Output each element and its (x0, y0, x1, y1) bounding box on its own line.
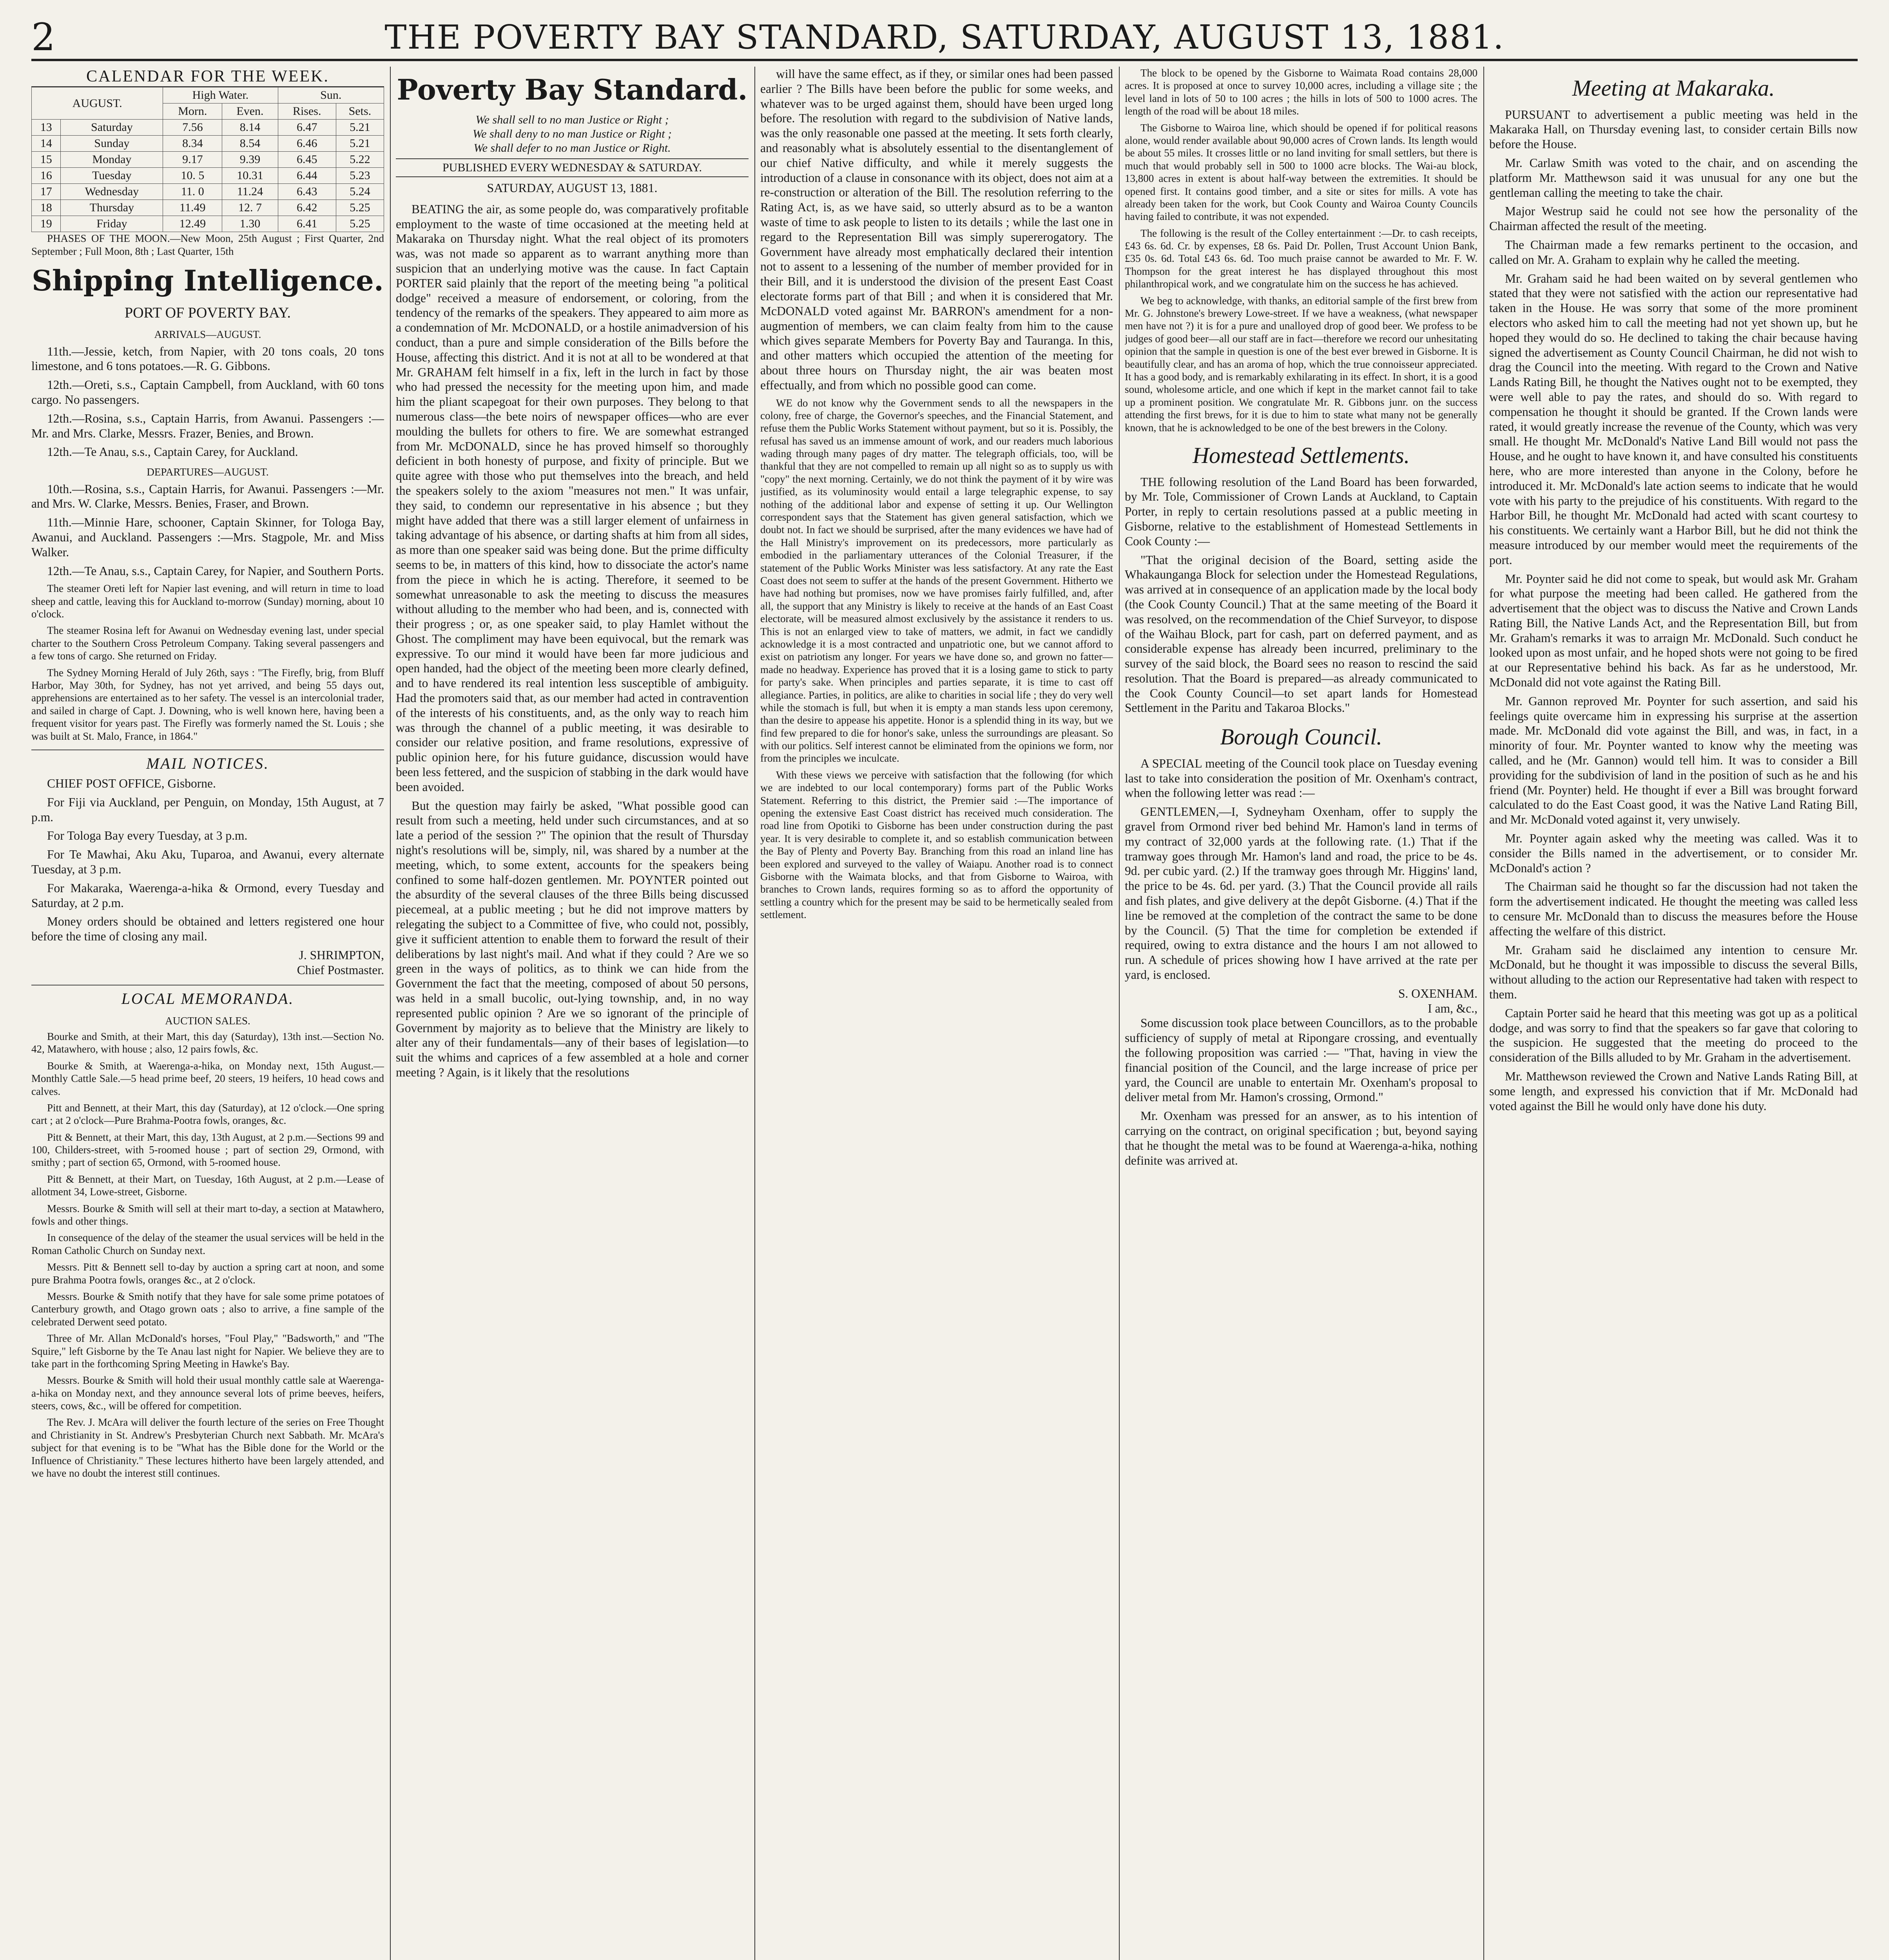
editorial-paragraph: WE do not know why the Government sends to all the newspapers in the colony, free of charge, the Governor's speeches, and the Financial Statement, and refuse them the Public Works Statement without payment, but so it is. Possibly, the refusal has saved us an immense amount of work, and our readers much laborious wading through many pages of dry matter. The telegraph officials, too, will be thankful that they are not compelled to remain up all night so as to supply us with "copy" the next morning. Certainly, we do not think the payment of it by wire was justified, as its voluminosity would entail a large telegraphic expense, to say nothing of the additional labor and expense of setting it up. Our Wellington correspondent says that the Statement has given general satisfaction, which we doubt not. In fact we should be surprised, after the many evidences we have had of the Hall Ministry's improvement on its predecessors, more particularly as embodied in the parliamentary utterances of the Colonial Treasurer, if the statement of the Public Works Minister was less satisfactory. At any rate the East Coast does not seem to suffer at the hands of the present Government. Hitherto we have had nothing but promises, now we have promises fairly fulfilled, and, after all, the support that any Ministry is likely to receive at the hands of an East Coast electorate, will be measured almost exclusively by the assistance it renders to us. This is not an enlarged view to take of matters, we admit, in fact we candidly acknowledge it is a most contracted and unpatriotic one, but we cannot afford to exist on patriotism any longer. For years we have done so, and grown no fatter—made no headway. Experience has proved that it is a losing game to stick to party for party's sake. When principles and parties separate, it is time to cast off allegiance. Parties, in politics, are alike to charities in social life ; they do very well while the stomach is full, but when it is empty a man stands less upon ceremony, than the desire to appease his appetite. Honor is a splendid thing in its way, but we find few prepared to die for honor's sake, unless the surroundings are pleasant. So with our politics. Self interest cannot be eliminated from the opinions we form, nor from the principles we inculcate. (760, 397, 1113, 764)
mail-item: For Tologa Bay every Tuesday, at 3 p.m. (47, 829, 248, 843)
makaraka-paragraph: Mr. Poynter again asked why the meeting was called. Was it to consider the Bills named in the advertisement, or to consider Mr. McDonald's action ? (1489, 831, 1858, 875)
column-2 (396, 67, 749, 1960)
borough-letter-signoff: S. OXENHAM. (1398, 986, 1477, 1000)
calendar-cell: Tuesday (61, 168, 163, 184)
editorial-paragraph: BEATING the air, as some people do, was comparatively profitable employment to the waste of time occasioned at the meeting held at Makaraka on Thursday night. What the real object of its promoters was, was not made so apparent as to warrant anything more than suspicion that an underlying motive was the cause. In fact Captain PORTER said plainly that the report of the meeting being "a political dodge" received a measure of endorsement, or coloring, from the tendency of the remarks of the speakers. They appeared to aim more as a condemnation of Mr. McDONALD, or a hostile animadversion of his conduct, than a pure and simple consideration of the Bills before the House, affecting this district. And it is not at all to be wondered at that Mr. GRAHAM felt himself in a fix, left in the lurch in fact by those who had pressed the necessity for the meeting upon him, and made him the pliant scapegoat for their own purposes. They belong to that numerous class—the bete noirs of newspaper offices—who are ever moulding the bullets for others to fire. We are somewhat estranged from Mr. McDONALD, since he has proved himself so thoroughly deficient in both honesty of purpose, and fixity of principle. But we quite agree with those who put themselves into the breach, and held the speakers solely to the axiom "measures not men." It was unfair, they said, to condemn our representative in his absence ; but they might have added that there was a still larger element of unfairness in taking advantage of his absence, or darting shafts at him from all sides, as more than one speaker said was being done. But the prime difficulty seems to be, in matters of this kind, how to dissociate the actor's name from the piece in which he is acting. Therefore, it seemed to be somewhat unreasonable to ask the meeting to discuss the measures without alluding to the member who had been, and is, connected with their progress ; or, as one speaker said, to play Hamlet without the Ghost. The compliment may have been equivocal, but the remark was expressive. To our mind it would have been far more judicious and open handed, had the object of the meeting been more clearly defined, and to have rendered its real intention less susceptible of ambiguity. Had the promoters said that, as our member had acted in contravention of the interests of his constituents, and, as the only way to reach him was through the channel of a public meeting, it was desirable to consider our relative position, and frame resolutions, expressive of public opinion here, for his future guidance, discussion would have been less fettered, and the suspicion of stabbing in the dark would have been avoided. (396, 202, 749, 794)
mail-office: CHIEF POST OFFICE, Gisborne. (47, 776, 216, 790)
homestead-heading: Homestead Settlements. (1192, 442, 1410, 468)
column-1 (31, 67, 384, 1960)
calendar-cell: 9.39 (222, 152, 278, 168)
calendar-cell: 11.49 (163, 200, 222, 216)
arrival-item: 12th.—Rosina, s.s., Captain Harris, from Awanui. Passengers :—Mr. and Mrs. Clarke, Messrs. Frazer, Benies, and Brown. (31, 411, 384, 440)
makaraka-paragraph: Mr. Gannon reproved Mr. Poynter for such assertion, and said his feelings quite overcame him in expressing his surprise at the assertion made. Mr. McDonald did vote against the Bill, and was, in fact, in a minority of four. Mr. Poynter wanted to know why the meeting was called, and he (Mr. Gannon) would tell him. It was to consider a Bill providing for the subdivision of land in the position of such as he and his friend (Mr. Poynter) held. He thought if ever a Bill was brought forward calculated to do the East Coast good, it was the Native Land Rating Bill, and Mr. McDonald voted against it, very unwisely. (1489, 694, 1858, 827)
arrivals-heading: ARRIVALS—AUGUST. (154, 328, 261, 341)
calendar-cell: Sunday (61, 136, 163, 152)
calendar-cell: Thursday (61, 200, 163, 216)
makaraka-paragraph: Mr. Graham said he had been waited on by several gentlemen who stated that they were not satisfied with the action our representative had taken in the House. He was sorry that some of the more prominent electors who asked him to call the meeting had not yet shown up, but he hoped they would do so. He declined to taking the chair because having signed the advertisement as County Council Chairman, he did not wish to drag the Council into the meeting. With regard to the Crown and Native Lands Rating Bill, he thought the Natives ought not to be exempted, they were well able to pay the rates, and should do so. With regard to compensation he thought it should be granted. If the Crown lands were rated, it would greatly increase the revenue of the County, which was very small. He thought Mr. McDonald's Native Land Bill would not pass the House, and he ought to have known it, and have consulted his constituents here, who are more interested than anyone in the Colony, before he introduced it. Mr. McDonald's late action seems to indicate that he would vote with his party to the prejudice of his constituents. With regard to the Harbor Bill, he thought Mr. McDonald had acted with scant courtesy to his constituents. We certainly want a Harbor Bill, but he did not think the measure introduced by our member would meet the requirements of the port. (1489, 271, 1858, 567)
mail-item: For Te Mawhai, Aku Aku, Tuparoa, and Awanui, every alternate Tuesday, at 3 p.m. (31, 848, 384, 876)
calendar-table (31, 87, 384, 232)
memoranda-item: In consequence of the delay of the steamer the usual services will be held in the Roman Catholic Church on Sunday next. (31, 1232, 384, 1256)
masthead (31, 16, 1858, 61)
calendar-cell: 12.49 (163, 216, 222, 232)
calendar-cell: 8.14 (222, 120, 278, 136)
calendar-cell: 18 (32, 200, 61, 216)
mail-heading: MAIL NOTICES. (31, 750, 384, 773)
calendar-cell: 19 (32, 216, 61, 232)
calendar-cell: 6.42 (278, 200, 336, 216)
borough-paragraph: Mr. Oxenham was pressed for an answer, as to his intention of carrying on the contract, on original specification ; but, beyond saying that he thought the metal was to be found at Waerenga-a-hika, nothing definite was arrived at. (1125, 1109, 1477, 1167)
calendar-cell: 8.54 (222, 136, 278, 152)
calendar-cell: 5.25 (336, 200, 384, 216)
memoranda-item: Pitt & Bennett, at their Mart, on Tuesday, 16th August, at 2 p.m.—Lease of allotment 34, Lowe-street, Gisborne. (31, 1173, 384, 1198)
arrivals-list (31, 344, 384, 460)
calendar-head-month: AUGUST. (32, 87, 163, 120)
motto-line: We shall deny to no man Justice or Right ; (473, 127, 672, 141)
local-note: The following is the result of the Colley entertainment :—Dr. to cash receipts, £43 6s. 6d. Cr. by expenses, £8 6s. Paid Dr. Pollen, Trust Account Union Bank, £35 0s. 6d. Total £43 6s. 6d. Too much praise cannot be awarded to Mr. F. W. Thompson for the great interest he has displayed throughout this most philanthropical work, and we congratulate him on the success he has achieved. (1125, 227, 1477, 290)
editorial-paragraph: will have the same effect, as if they, or similar ones had been passed earlier ? The Bills have been before the public for some weeks, and whatever was to be urged against them, should have been urged long before. The resolution with regard to the subdivision of Native lands, was the only reasonable one passed at the meeting. It sets forth clearly, and reasonably what is absolutely essential to the disentanglement of our chief Native difficulty, and while it merely suggests the introduction of a clause in consonance with its object, does not aim at a re-construction or alteration of the Bill. The resolution referring to the Rating Act, is, as we have said, so utterly absurd as to be a wanton waste of time to ask people to listen to its details ; while the last one in regard to the Representation Bill was simply supererogatory. The Government have already most emphatically declared their intention not to assent to a lessening of the number of member provided for in their Bill, and it is understood the division of the present East Coast electorate forms part of that Bill ; and when it is considered that Mr. McDONALD voted against Mr. BARRON's amendment for a non-augmention of members, we can claim fealty from him to the cause which gives separate Members for Poverty Bay and Tauranga. In this, and other matters which occupied the attention of the meeting for about three hours on Thursday night, the air was beaten most effectually, and from which no possible good can come. (760, 67, 1113, 392)
calendar-cell: 6.44 (278, 168, 336, 184)
makaraka-heading: Meeting at Makaraka. (1572, 75, 1775, 101)
memoranda-item: Messrs. Bourke & Smith will hold their usual monthly cattle sale at Waerenga-a-hika on Monday next, and they announce several lots of prime beeves, heifers, steers, cows, &c., will be offered for competition. (31, 1374, 384, 1412)
calendar-cell: Wednesday (61, 184, 163, 200)
memoranda-heading: LOCAL MEMORANDA. (31, 985, 384, 1008)
borough-heading: Borough Council. (1220, 724, 1382, 750)
departure-item: 11th.—Minnie Hare, schooner, Captain Skinner, for Tologa Bay, Awanui, and Auckland. Passengers :—Mrs. Stagpole, Mr. and Miss Walker. (31, 515, 384, 559)
calendar-cell: 8.34 (163, 136, 222, 152)
memoranda-item: Pitt and Bennett, at their Mart, this day (Saturday), at 12 o'clock.—One spring cart ; at 2 o'clock—Pure Brahma-Pootra fowls, oranges, &c. (31, 1102, 384, 1127)
memoranda-item: Messrs. Bourke & Smith notify that they have for sale some prime potatoes of Canterbury growth, and Otago grown oats ; also to arrive, a fine sample of the celebrated Derwent seed potato. (31, 1290, 384, 1328)
calendar-cell: 17 (32, 184, 61, 200)
calendar-head-morn: Morn. (163, 103, 222, 120)
shipping-note: The steamer Oreti left for Napier last evening, and will return in time to load sheep and cattle, leaving this for Auckland to-morrow (Sunday) morning, about 10 o'clock. (31, 583, 384, 620)
memoranda-item: Messrs. Bourke & Smith will sell at their mart to-day, a section at Matawhero, fowls and other things. (31, 1202, 384, 1227)
calendar-head-even: Even. (222, 103, 278, 120)
shipping-note: The Sydney Morning Herald of July 26th, says : "The Firefly, brig, from Bluff Harbor, May 30th, for Sydney, has not yet arrived, and being 55 days out, apprehensions are entertained as to her safety. The vessel is an intercolonial trader, and sailed in charge of Capt. J. Downing, who is well known here, having been a frequent visitor for years past. The Firefly was formerly named the St. Louis ; she was built at St. Malo, France, in 1864." (31, 666, 384, 742)
calendar-cell: Monday (61, 152, 163, 168)
makaraka-paragraph: Mr. Matthewson reviewed the Crown and Native Lands Rating Bill, at some length, and expressed his conviction that if Mr. McDonald had voted against the Bill he would only have done his duty. (1489, 1069, 1858, 1113)
arrival-item: 11th.—Jessie, ketch, from Napier, with 20 tons coals, 20 tons limestone, and 6 tons potatoes.—R. G. Gibbons. (31, 344, 384, 373)
borough-letter-signoff: I am, &c., (1428, 1001, 1477, 1015)
column-rule (1483, 67, 1484, 1960)
calendar-cell: 6.43 (278, 184, 336, 200)
makaraka-text (1489, 107, 1858, 1114)
departure-item: 12th.—Te Anau, s.s., Captain Carey, for Napier, and Southern Ports. (47, 564, 384, 578)
memoranda-item: Bourke and Smith, at their Mart, this day (Saturday), 13th inst.—Section No. 42, Matawhero, with house ; also, 12 pairs fowls, &c. (31, 1030, 384, 1055)
calendar-row (32, 120, 384, 136)
mail-signature-title: Chief Postmaster. (297, 963, 384, 977)
calendar-cell: 15 (32, 152, 61, 168)
column-rule (1119, 67, 1120, 1960)
calendar-cell: 5.21 (336, 120, 384, 136)
borough-paragraph: A SPECIAL meeting of the Council took place on Tuesday evening last to take into consideration the position of Mr. Oxenham's contract, when the following letter was read :— (1125, 756, 1477, 800)
departures-heading: DEPARTURES—AUGUST. (147, 466, 269, 478)
memoranda-item: Bourke & Smith, at Waerenga-a-hika, on Monday next, 15th August.—Monthly Cattle Sale.—5 head prime beef, 20 steers, 19 heifers, 10 head cows and calves. (31, 1060, 384, 1097)
memoranda-list (31, 1030, 384, 1480)
local-note: The Gisborne to Wairoa line, which should be opened if for political reasons alone, would render available about 90,000 acres of Crown lands. Its length would be about 55 miles. It crosses little or no land inviting for small settlers, but there is much that would probably sell in 500 to 1000 acre blocks. The Wai-au block, 13,800 acres in extent is about half-way between the extremities. It should be opened first. It contains good timber, and a site or sites for mills. A vote has already been taken for the work, but Cook County and Wairoa County Councils having failed to contribute, it was not expended. (1125, 122, 1477, 223)
column-rule (390, 67, 391, 1960)
calendar-head-water: High Water. (163, 87, 278, 103)
shipping-notes (31, 582, 384, 742)
calendar-cell: 9.17 (163, 152, 222, 168)
makaraka-paragraph: Major Westrup said he could not see how the personality of the Chairman affected the result of the meeting. (1489, 204, 1858, 233)
nameplate: Poverty Bay Standard. (397, 73, 748, 106)
column-rule (754, 67, 755, 1960)
mail-item: For Makaraka, Waerenga-a-hika & Ormond, every Tuesday and Saturday, at 2 p.m. (31, 881, 384, 910)
local-note: We beg to acknowledge, with thanks, an editorial sample of the first brew from Mr. G. Johnstone's brewery Lowe-street. If we have a weakness, (what newspaper men have not ?) it is for a pure and unalloyed drop of good beer. We profess to be judges of good beer—all our staff are in fact—therefore we record our unhesitating opinion that the sample in question is one of the best ever brewed in Gisborne. It is beautifully clear, and has an aroma of hop, which the true connoisseur appreciated. It has a good body, and is remarkably exhilarating in its effect. In short, it is a good sound, wholesome article, and one which if kept in the market cannot fail to take up a prominent position. We congratulate Mr. R. Gibbons junr. on the success attending the first brews, for it is due to him to state what many not be generally known, that he is acknowledged to be one of the best brewers in the Colony. (1125, 294, 1477, 434)
calendar-row (32, 200, 384, 216)
calendar-cell: 10. 5 (163, 168, 222, 184)
calendar-cell: 16 (32, 168, 61, 184)
borough-paragraph: Some discussion took place between Councillors, as to the probable sufficiency of supply of metal at Ripongare crossing, and eventually the following proposition was carried :— "That, having in view the financial position of the Council, and the large increase of price per yard, the Council are unable to entertain Mr. Oxenham's proposal to deliver metal from Mr. Hamon's crossing, Ormond." (1125, 1016, 1477, 1104)
calendar-row (32, 168, 384, 184)
calendar-cell: 5.25 (336, 216, 384, 232)
editorial-continued (760, 67, 1113, 921)
memoranda-item: Messrs. Pitt & Bennett sell to-day by auction a spring cart at noon, and some pure Brahma Pootra fowls, oranges &c., at 2 o'clock. (31, 1261, 384, 1286)
calendar-row (32, 184, 384, 200)
memoranda-item: Three of Mr. Allan McDonald's horses, "Foul Play," "Badsworth," and "The Squire," left Gisborne by the Te Anau last night for Napier. We believe they are to take part in the forthcoming Spring Meeting in Hawke's Bay. (31, 1332, 384, 1370)
makaraka-paragraph: Mr. Poynter said he did not come to speak, but would ask Mr. Graham for what purpose the meeting had been called. He gathered from the advertisement that the object was to discuss the Native and Crown Lands Rating Bill, the Native Lands Act, and the Representation Bill, but from Mr. Graham's remarks it was to arraign Mr. McDonald. Such conduct he looked upon as most unfair, and he hoped shots were not going to be fired at our Representative behind his back. As far as he understood, Mr. McDonald did not vote against the Rating Bill. (1489, 572, 1858, 690)
calendar-title: CALENDAR FOR THE WEEK. (31, 67, 384, 87)
calendar-row (32, 216, 384, 232)
calendar-cell: Friday (61, 216, 163, 232)
mail-item: Money orders should be obtained and letters registered one hour before the time of closing any mail. (31, 915, 384, 944)
editorial-paragraph: But the question may fairly be asked, "What possible good can result from such a meeting, held under such circumstances, and at so late a period of the session ?" The opinion that the result of Thursday night's resolutions will be, simply, nil, was shared by a number at the meeting, which, to some extent, accounts for the speakers being confined to some half-dozen gentlemen. Mr. POYNTER pointed out the absurdity of the several clauses of the three Bills being discussed piecemeal, at a public meeting ; but he did not improve matters by relegating the subject to a Committee of five, who could not, possibly, give it sufficient attention to enable them to forward the result of their deliberations by last night's mail. And what if they could ? Are we so green in the ways of politics, as to think we can hide from the Government the fact that the meeting, composed of about 50 persons, was held in a small bucolic, out-lying township, and, in no way represented public opinion ? Are we so ignorant of the principle of Government by majority as to believe that the Ministry are likely to alter any of their fundamentals—any of their bases of legislation—to suit the whims and caprices of a few assembled at a hole and corner meeting ? Again, is it likely that the resolutions (396, 799, 749, 1079)
motto-line: We shall defer to no man Justice or Right. (473, 142, 671, 155)
motto-line: We shall sell to no man Justice or Right ; (475, 113, 669, 127)
makaraka-paragraph: Mr. Graham said he disclaimed any intention to censure Mr. McDonald, but he thought it was impossible to discuss the several Bills, without alluding to the action our Representative had taken with respect to them. (1489, 943, 1858, 1002)
shipping-note: The steamer Rosina left for Awanui on Wednesday evening last, under special charter to the Southern Cross Petroleum Company. Taking several passengers and a few tons of cargo. She returned on Friday. (31, 624, 384, 662)
makaraka-paragraph: Mr. Carlaw Smith was voted to the chair, and on ascending the platform Mr. Matthewson said it was unusual for any one but the gentleman calling the meeting to take the chair. (1489, 156, 1858, 200)
makaraka-paragraph: The Chairman made a few remarks pertinent to the occasion, and called on Mr. A. Graham to explain why he called the meeting. (1489, 238, 1858, 267)
mail-item: For Fiji via Auckland, per Penguin, on Monday, 15th August, at 7 p.m. (31, 795, 384, 824)
calendar-head-rises: Rises. (278, 103, 336, 120)
column-3 (760, 67, 1113, 1960)
arrival-item: 12th.—Oreti, s.s., Captain Campbell, from Auckland, with 60 tons cargo. No passengers. (31, 378, 384, 407)
arrival-item: 12th.—Te Anau, s.s., Captain Carey, for Auckland. (47, 445, 298, 459)
moon-phases: PHASES OF THE MOON.—New Moon, 25th August ; First Quarter, 2nd September ; Full Moon, 8th ; Last Quarter, 15th (31, 232, 384, 257)
calendar-cell: 6.41 (278, 216, 336, 232)
publication-notice: PUBLISHED EVERY WEDNESDAY & SATURDAY. (396, 158, 749, 177)
calendar-cell: Saturday (61, 120, 163, 136)
column-4 (1125, 67, 1477, 1960)
calendar-cell: 5.23 (336, 168, 384, 184)
calendar-cell: 10.31 (222, 168, 278, 184)
calendar-cell: 5.22 (336, 152, 384, 168)
departure-item: 10th.—Rosina, s.s., Captain Harris, for Awanui. Passengers :—Mr. and Mrs. W. Clarke, Messrs. Benies, Fraser, and Brown. (31, 482, 384, 511)
makaraka-paragraph: The Chairman said he thought so far the discussion had not taken the form the advertisement indicated. He thought the meeting was called less to censure Mr. McDonald than to discuss the measures before the House affecting the welfare of this district. (1489, 880, 1858, 938)
calendar-cell: 6.45 (278, 152, 336, 168)
calendar-cell: 13 (32, 120, 61, 136)
page-number: 2 (31, 15, 56, 59)
auction-sales-heading: AUCTION SALES. (165, 1014, 250, 1027)
column-5 (1489, 67, 1858, 1960)
makaraka-paragraph: PURSUANT to advertisement a public meeting was held in the Makaraka Hall, on Thursday evening last, to consider certain Bills now before the House. (1489, 107, 1858, 151)
borough-paragraph: GENTLEMEN,—I, Sydneyham Oxenham, offer to supply the gravel from Ormond river bed behind Mr. Hamon's land in terms of my contract of 32,000 yards at the following rate. (1.) That if the tramway goes through Mr. Hamon's land and road, the price to be 4s. 9d. per cubic yard. (2.) If the tramway goes through Mr. Higgins' land, the price to be 4s. 6d. per yard. (3.) That the Council provide all rails and fish plates, and give delivery at the depôt Gisborne. (4.) That if the line be removed at the completion of the contract the same to be done by the Council. (5) That the time for completion be extended if required, owing to extra distance and the hours I am not allowed to run. A schedule of prices showing how I have arrived at the rate per yard, is enclosed. (1125, 805, 1477, 982)
local-note: The block to be opened by the Gisborne to Waimata Road contains 28,000 acres. It is proposed at once to survey 10,000 acres, including a village site ; the level land in lots of 50 to 100 acres ; the hills in lots of 500 to 1000 acres. The length of the road will be about 18 miles. (1125, 67, 1477, 117)
dateline: SATURDAY, AUGUST 13, 1881. (487, 181, 658, 195)
calendar-cell: 14 (32, 136, 61, 152)
memoranda-item: Pitt & Bennett, at their Mart, this day, 13th August, at 2 p.m.—Sections 99 and 100, Childers-street, with 5-roomed house ; part of section 29, Ormond, with smithy ; part of section 65, Ormond, with 5-roomed house. (31, 1131, 384, 1169)
departures-list (31, 482, 384, 579)
memoranda-item: The Rev. J. McAra will deliver the fourth lecture of the series on Free Thought and Christianity in St. Andrew's Presbyterian Church next Sabbath. Mr. McAra's subject for that evening is to be "What has the Bible done for the World or the Influence of Christianity." These lectures hitherto have been largely attended, and we have no doubt the interest still continues. (31, 1416, 384, 1479)
calendar-cell: 11.24 (222, 184, 278, 200)
calendar-cell: 11. 0 (163, 184, 222, 200)
calendar-cell: 7.56 (163, 120, 222, 136)
homestead-text (1125, 475, 1477, 716)
calendar-cell: 5.24 (336, 184, 384, 200)
editorial-paragraph: With these views we perceive with satisfaction that the following (for which we are indebted to our local contemporary) forms part of the Public Works Statement. Referring to this district, the Premier said :—The importance of opening the extensive East Coast district has received much consideration. The road line from Opotiki to Gisborne has been under construction during the past year. It is very desirable to complete it, and so establish communication between the Bay of Plenty and Poverty Bay. Branching from this road an inland line has been explored and surveyed to the valley of Waiapu. Another road is to connect Gisborne with the Waimata blocks, and that from Gisborne to Wairoa, with branches to Crown lands, requires forming so as to afford the opportunity of settling a country which for the present may be said to be hermetically sealed from settlement. (760, 769, 1113, 921)
local-notes (1125, 67, 1477, 434)
makaraka-paragraph: Captain Porter said he heard that this meeting was got up as a political dodge, and was sorry to find that the speakers so far gave that coloring to the suspicion. He suggested that the meeting do proceed to the consideration of the Bills alluded to by Mr. Graham in the advertisement. (1489, 1006, 1858, 1065)
calendar-head-sets: Sets. (336, 103, 384, 120)
borough-text (1125, 756, 1477, 1168)
calendar-body (32, 120, 384, 232)
calendar-cell: 6.47 (278, 120, 336, 136)
calendar-cell: 5.21 (336, 136, 384, 152)
calendar-head-sun: Sun. (278, 87, 384, 103)
mail-list (31, 795, 384, 944)
mail-signature-name: J. SHRIMPTON, (299, 948, 384, 962)
calendar-cell: 12. 7 (222, 200, 278, 216)
port-heading: PORT OF POVERTY BAY. (124, 304, 291, 321)
homestead-paragraph: THE following resolution of the Land Board has been forwarded, by Mr. Tole, Commissioner of Crown Lands at Auckland, to Captain Porter, in reply to certain resolutions passed at a public meeting in Gisborne, relative to the establishment of Homestead Settlements in Cook County :— (1125, 475, 1477, 548)
masthead-title: THE POVERTY BAY STANDARD, SATURDAY, AUGUST 13, 1881. (384, 18, 1505, 56)
editorial-text (396, 202, 749, 1080)
calendar-cell: 1.30 (222, 216, 278, 232)
calendar-row (32, 136, 384, 152)
shipping-heading: Shipping Intelligence. (32, 264, 384, 298)
homestead-paragraph: "That the original decision of the Board, setting aside the Whakaunganga Block for selection under the Homestead Regulations, was arrived at in consequence of an application made by the local body (the Cook County Council.) That at the same meeting of the Board it was resolved, on the recommendation of the Chief Surveyor, to dispose of the Waihau Block, part for cash, part on deferred payment, and as considerable expense has already been incurred, preliminary to the survey of the said block, the Board sees no reason to rescind the said resolution. That the Board is prepared—as already communicated to the Cook County Council—to set apart lands for Homestead Settlement in the Paritu and Takaroa Blocks." (1125, 553, 1477, 715)
mottos (396, 113, 749, 155)
calendar-row (32, 152, 384, 168)
calendar-cell: 6.46 (278, 136, 336, 152)
